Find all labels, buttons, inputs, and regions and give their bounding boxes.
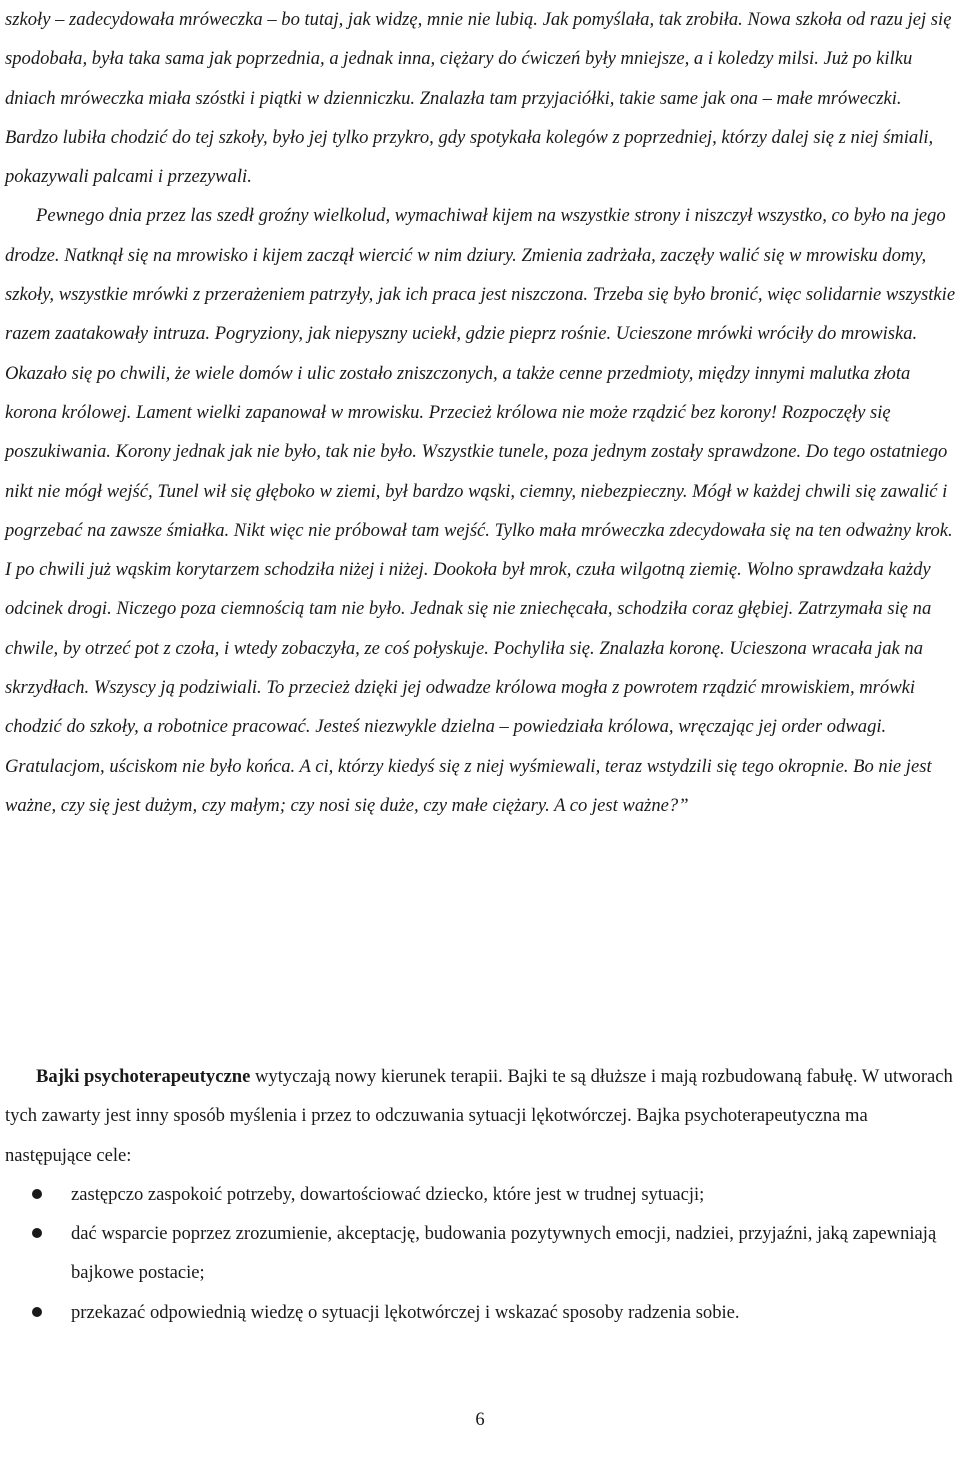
section-intro-text: wytyczają nowy kierunek terapii. Bajki te są dłuższe i mają rozbudowaną fabułę. W utworach tych zawarty jest inny sposób myślenia i przez to odczuwania sytuacji lękotwórczej. Bajka psychoterapeutyczna ma następujące cele:: [5, 1066, 953, 1166]
goals-list: [5, 1175, 957, 1332]
list-item-text: dać wsparcie poprzez zrozumienie, akceptację, budowania pozytywnych emocji, nadziei, przyjaźni, jaką zapewniają bajkowe postacie;: [71, 1223, 937, 1284]
section-intro: [5, 1057, 957, 1175]
section-term: Bajki psychoterapeutyczne: [36, 1066, 251, 1087]
list-item: [5, 1293, 957, 1332]
story-paragraph-2: Pewnego dnia przez las szedł groźny wielkolud, wymachiwał kijem na wszystkie strony i niszczył wszystko, co było na jego drodze. Natknął się na mrowisko i kijem zaczął wiercić w nim dziury. Zmienia zadrżała, zaczęły walić się w mrowisku domy, szkoły, wszystkie mrówki z przerażeniem patrzyły, jak ich praca jest niszczona. Trzeba się było bronić, więc solidarnie wszystkie razem zaatakowały intruza. Pogryziony, jak niepyszny uciekł, gdzie pieprz rośnie. Ucieszone mrówki wróciły do mrowiska. Okazało się po chwili, że wiele domów i ulic zostało zniszczonych, a także cenne przedmioty, między innymi malutka złota korona królowej. Lament wielki zapanował w mrowisku. Przecież królowa nie może rządzić bez korony! Rozpoczęły się poszukiwania. Korony jednak jak nie było, tak nie było. Wszystkie tunele, poza jednym zostały sprawdzone. Do tego ostatniego nikt nie mógł wejść, Tunel wił się głęboko w ziemi, był bardzo wąski, ciemny, niebezpieczny. Mógł w każdej chwili się zawalić i pogrzebać na zawsze śmiałka. Nikt więc nie próbował tam wejść. Tylko mała mróweczka zdecydowała się na ten odważny krok. I po chwili już wąskim korytarzem schodziła niżej i niżej. Dookoła był mrok, czuła wilgotną ziemię. Wolno sprawdzała każdy odcinek drogi. Niczego poza ciemnością tam nie było. Jednak się nie zniechęcała, schodziła coraz głębiej. Zatrzymała się na chwile, by otrzeć pot z czoła, i wtedy zobaczyła, ze coś połyskuje. Pochyliła się. Znalazła koronę. Ucieszona wracała jak na skrzydłach. Wszyscy ją podziwiali. To przecież dzięki jej odwadze królowa mogła z powrotem rządzić mrowiskiem, mrówki chodzić do szkoły, a robotnice pracować. Jesteś niezwykle dzielna – powiedziała królowa, wręczając jej order odwagi. Gratulacjom, uściskom nie było końca. A ci, którzy kiedyś się z niej wyśmiewali, teraz wstydzili się tego okropnie. Bo nie jest ważne, czy się jest dużym, czy małym; czy nosi się duże, czy małe ciężary. A co jest ważne?”: [5, 205, 956, 816]
story-paragraph-1: szkoły – zadecydowała mróweczka – bo tutaj, jak widzę, mnie nie lubią. Jak pomyślała, tak zrobiła. Nowa szkoła od razu jej się spodobała, była taka sama jak poprzednia, a jednak inna, ciężary do ćwiczeń były mniejsze, a i koledzy milsi. Już po kilku dniach mróweczka miała szóstki i piątki w dzienniczku. Znalazła tam przyjaciółki, takie same jak ona – małe mróweczki. Bardzo lubiła chodzić do tej szkoły, było jej tylko przykro, gdy spotykała kolegów z poprzedniej, którzy dalej się z niej śmiali, pokazywali palcami i przezywali.: [5, 9, 952, 188]
bullet-icon: [32, 1228, 42, 1238]
list-item-text: zastępczo zaspokoić potrzeby, dowartościować dziecko, które jest w trudnej sytuacji;: [71, 1183, 705, 1205]
list-item: [5, 1175, 957, 1214]
bullet-icon: [32, 1307, 42, 1317]
story-text: [5, 0, 957, 825]
psychotherapy-section: [5, 1057, 957, 1332]
list-item-text: przekazać odpowiednią wiedzę o sytuacji lękotwórczej i wskazać sposoby radzenia sobie.: [71, 1301, 740, 1323]
bullet-icon: [32, 1189, 42, 1199]
page-number: 6: [475, 1409, 485, 1430]
list-item: [5, 1214, 957, 1293]
